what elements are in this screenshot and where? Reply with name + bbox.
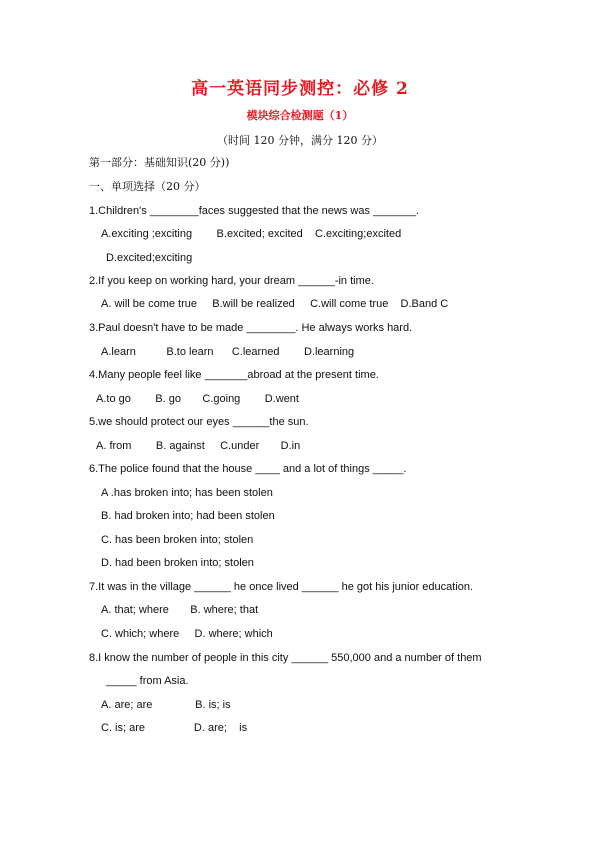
question-6-option-b: B. had broken into; had been stolen: [101, 510, 275, 522]
section-part1-heading: 第一部分：基础知识(20 分)): [89, 156, 230, 169]
question-6-option-c: C. has been broken into; stolen: [101, 534, 254, 546]
question-4-options: A.to go B. go C.going D.went: [96, 393, 299, 405]
question-1-option-d: D.excited;exciting: [106, 252, 193, 264]
question-8-stem: 8.I know the number of people in this city ______ 550,000 and a number of them: [89, 652, 482, 664]
page-title: 高一英语同步测控：必修 2: [191, 79, 409, 99]
question-5-stem: 5.we should protect our eyes ______the sun.: [89, 416, 309, 428]
time-info: （时间 120 分钟，满分 120 分）: [217, 134, 383, 147]
section-single-choice-heading: 一、单项选择（20 分）: [89, 180, 206, 193]
question-2-options: A. will be come true B.will be realized C.will come true D.Band C: [101, 298, 449, 310]
question-1-options-a-c: A.exciting ;exciting B.excited; excited C.exciting;excited: [101, 228, 402, 240]
page-subtitle: 模块综合检测题（1）: [246, 109, 354, 122]
question-8-continuation: _____ from Asia.: [106, 675, 189, 687]
question-8-options-a-b: A. are; are B. is; is: [101, 699, 231, 711]
question-5-options: A. from B. against C.under D.in: [96, 440, 301, 452]
question-6-stem: 6.The police found that the house ____ and a lot of things _____.: [89, 463, 407, 475]
question-7-options-c-d: C. which; where D. where; which: [101, 628, 273, 640]
question-6-option-a: A .has broken into; has been stolen: [101, 487, 273, 499]
question-3-stem: 3.Paul doesn't have to be made ________. He always works hard.: [89, 322, 413, 334]
question-6-option-d: D. had been broken into; stolen: [101, 557, 254, 569]
question-7-options-a-b: A. that; where B. where; that: [101, 604, 259, 616]
question-7-stem: 7.It was in the village ______ he once lived ______ he got his junior education.: [89, 581, 474, 593]
question-3-options: A.learn B.to learn C.learned D.learning: [101, 346, 355, 358]
question-8-options-c-d: C. is; are D. are; is: [101, 722, 248, 734]
question-4-stem: 4.Many people feel like _______abroad at the present time.: [89, 369, 379, 381]
question-2-stem: 2.If you keep on working hard, your dream ______-in time.: [89, 275, 374, 287]
question-1-stem: 1.Children's ________faces suggested that the news was _______.: [89, 205, 419, 217]
